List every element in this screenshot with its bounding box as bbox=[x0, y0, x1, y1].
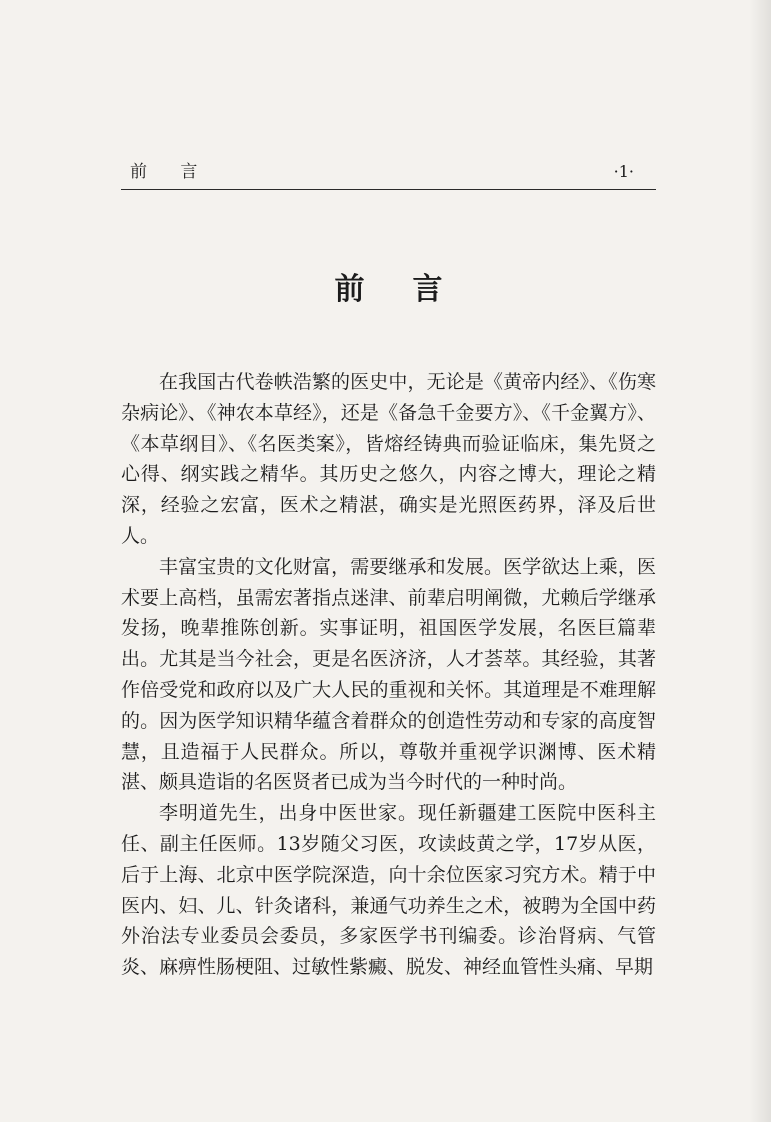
binding-shadow bbox=[749, 0, 771, 1122]
paragraph-1: 在我国古代卷帙浩繁的医史中，无论是《黄帝内经》、《伤寒杂病论》、《神农本草经》，还是《备急千金要方》、《千金翼方》、《本草纲目》、《名医类案》，皆熔经铸典而验证临床，集先贤之心得、纲实践之精华。其历史之悠久，内容之博大，理论之精深，经验之宏富，医术之精湛，确实是光照医药界，泽及后世人。 bbox=[121, 371, 656, 547]
header-rule bbox=[121, 189, 656, 190]
running-head bbox=[121, 160, 656, 188]
running-title: 前 言 bbox=[130, 162, 212, 182]
paragraph-2: 丰富宝贵的文化财富，需要继承和发展。医学欲达上乘，医术要上高档，虽需宏著指点迷津、前辈启明阐微，尤赖后学继承发扬，晚辈推陈创新。实事证明，祖国医学发展，名医巨篇辈出。尤其是当今社会，更是名医济济，人才荟萃。其经验，其著作倍受党和政府以及广大人民的重视和关怀。其道理是不难理解的。因为医学知识精华蕴含着群众的创造性劳动和专家的高度智慧，且造福于人民群众。所以，尊敬并重视学识渊博、医术精湛、颇具造诣的名医贤者已成为当今时代的一种时尚。 bbox=[121, 555, 656, 794]
body-text bbox=[121, 367, 656, 983]
page-number: ·1· bbox=[613, 162, 634, 181]
chapter-heading: 前言 bbox=[334, 272, 491, 307]
paragraph-3: 李明道先生，出身中医世家。现任新疆建工医院中医科主任、副主任医师。13岁随父习医，攻读歧黄之学，17岁从医，后于上海、北京中医学院深造，向十余位医家习究方术。精于中医内、妇、儿、针灸诸科，兼通气功养生之术，被聘为全国中药外治法专业委员会委员，多家医学书刊编委。诊治肾病、气管炎、麻痹性肠梗阻、过敏性紫癜、脱发、神经血管性头痛、早期 bbox=[121, 802, 656, 979]
